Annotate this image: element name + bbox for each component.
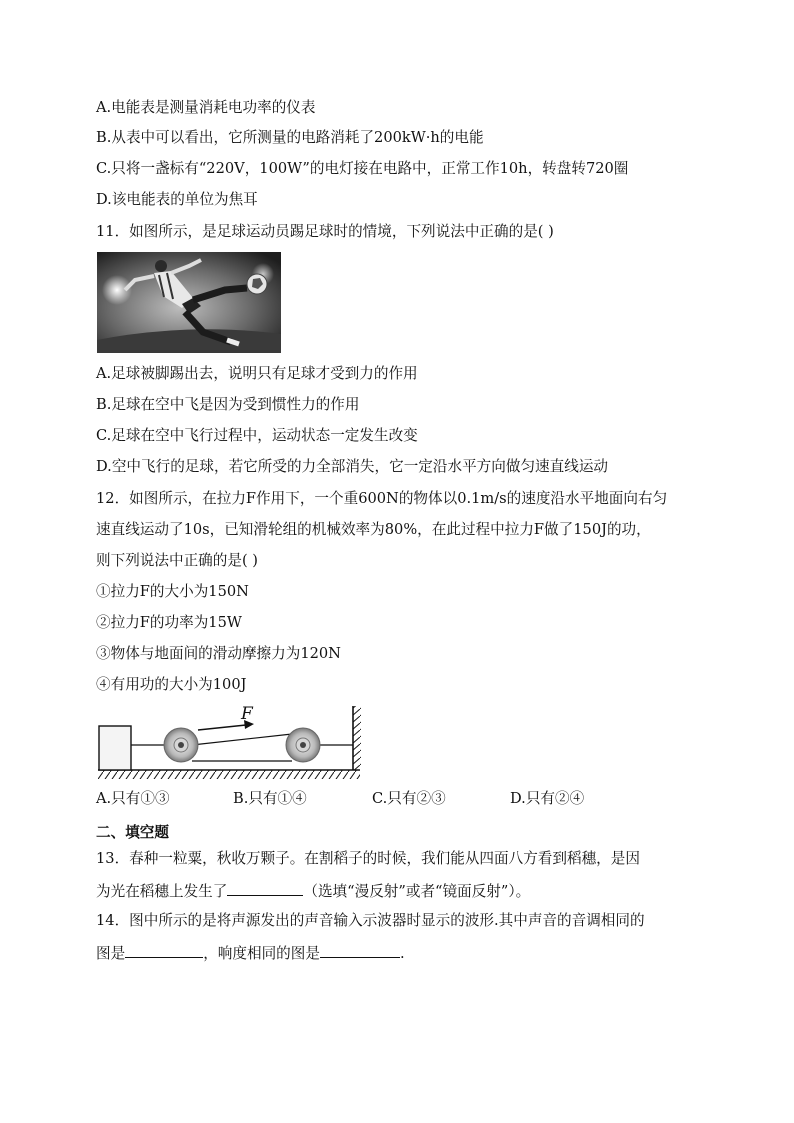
q11-stem: 11．如图所示，是足球运动员踢足球时的情境，下列说法中正确的是( ) bbox=[96, 223, 554, 240]
q12-stem-line1: 12．如图所示，在拉力F作用下，一个重600N的物体以0.1m/s的速度沿水平地面向右匀 bbox=[96, 490, 668, 507]
q10-option-a: A.电能表是测量消耗电功率的仪表 bbox=[96, 99, 316, 116]
q14-label-pitch: 图是 bbox=[96, 945, 126, 962]
q14-pitch-answer-blank[interactable] bbox=[125, 942, 203, 958]
q14-label-loudness: ，响度相同的图是 bbox=[203, 945, 320, 962]
q12-option-a: A.只有①③ bbox=[96, 790, 170, 807]
q12-stem-line3: 则下列说法中正确的是( ) bbox=[96, 552, 258, 569]
pulley-left bbox=[164, 728, 198, 762]
q12-statement-4: ④有用功的大小为100J bbox=[96, 676, 247, 693]
q14-line1: 14．图中所示的是将声源发出的声音输入示波器时显示的波形.其中声音的音调相同的 bbox=[96, 912, 645, 929]
q10-option-d: D.该电能表的单位为焦耳 bbox=[96, 191, 258, 208]
q11-option-a: A.足球被脚踢出去，说明只有足球才受到力的作用 bbox=[96, 365, 418, 382]
rope-top bbox=[192, 734, 292, 745]
q11-option-c: C.足球在空中飞行过程中，运动状态一定发生改变 bbox=[96, 427, 418, 444]
q10-option-b: B.从表中可以看出，它所测量的电路消耗了200kW·h的电能 bbox=[96, 129, 484, 146]
q12-option-b: B.只有①④ bbox=[233, 790, 307, 807]
q14-line2 bbox=[96, 942, 405, 964]
ground-hatching bbox=[98, 770, 360, 779]
q12-statement-1: ①拉力F的大小为150N bbox=[96, 583, 249, 600]
q14-loudness-answer-blank[interactable] bbox=[320, 942, 400, 958]
q13-answer-blank[interactable] bbox=[227, 880, 303, 896]
q12-stem-line2: 速直线运动了10s，已知滑轮组的机械效率为80%，在此过程中拉力F做了150J的功， bbox=[96, 521, 651, 538]
q12-option-d: D.只有②④ bbox=[510, 790, 585, 807]
force-label: F bbox=[241, 704, 253, 724]
q10-option-c: C.只将一盏标有“220V，100W”的电灯接在电路中，正常工作10h，转盘转720圈 bbox=[96, 160, 629, 177]
q13-line1: 13．春种一粒粟，秋收万颗子。在割稻子的时候，我们能从四面八方看到稻穗，是因 bbox=[96, 850, 640, 867]
q13-line2 bbox=[96, 880, 530, 902]
section-title: 二、填空题 bbox=[96, 824, 169, 841]
q12-statement-2: ②拉力F的功率为15W bbox=[96, 614, 242, 631]
pulley-right bbox=[286, 728, 320, 762]
q11-option-b: B.足球在空中飞是因为受到惯性力的作用 bbox=[96, 396, 360, 413]
object-block bbox=[99, 726, 131, 770]
q12-option-c: C.只有②③ bbox=[372, 790, 446, 807]
q14-end-period: . bbox=[399, 945, 405, 962]
q13-text-after-blank: （选填“漫反射”或者“镜面反射”）。 bbox=[303, 883, 531, 900]
q11-option-d: D.空中飞行的足球，若它所受的力全部消失，它一定沿水平方向做匀速直线运动 bbox=[96, 458, 609, 475]
q12-options bbox=[96, 789, 656, 809]
soccer-player-photo bbox=[97, 252, 281, 353]
wall-hatching bbox=[353, 706, 361, 770]
pulley-diagram bbox=[96, 702, 366, 782]
q12-statement-3: ③物体与地面间的滑动摩擦力为120N bbox=[96, 645, 341, 662]
q13-text-before-blank: 为光在稻穗上发生了 bbox=[96, 883, 228, 900]
